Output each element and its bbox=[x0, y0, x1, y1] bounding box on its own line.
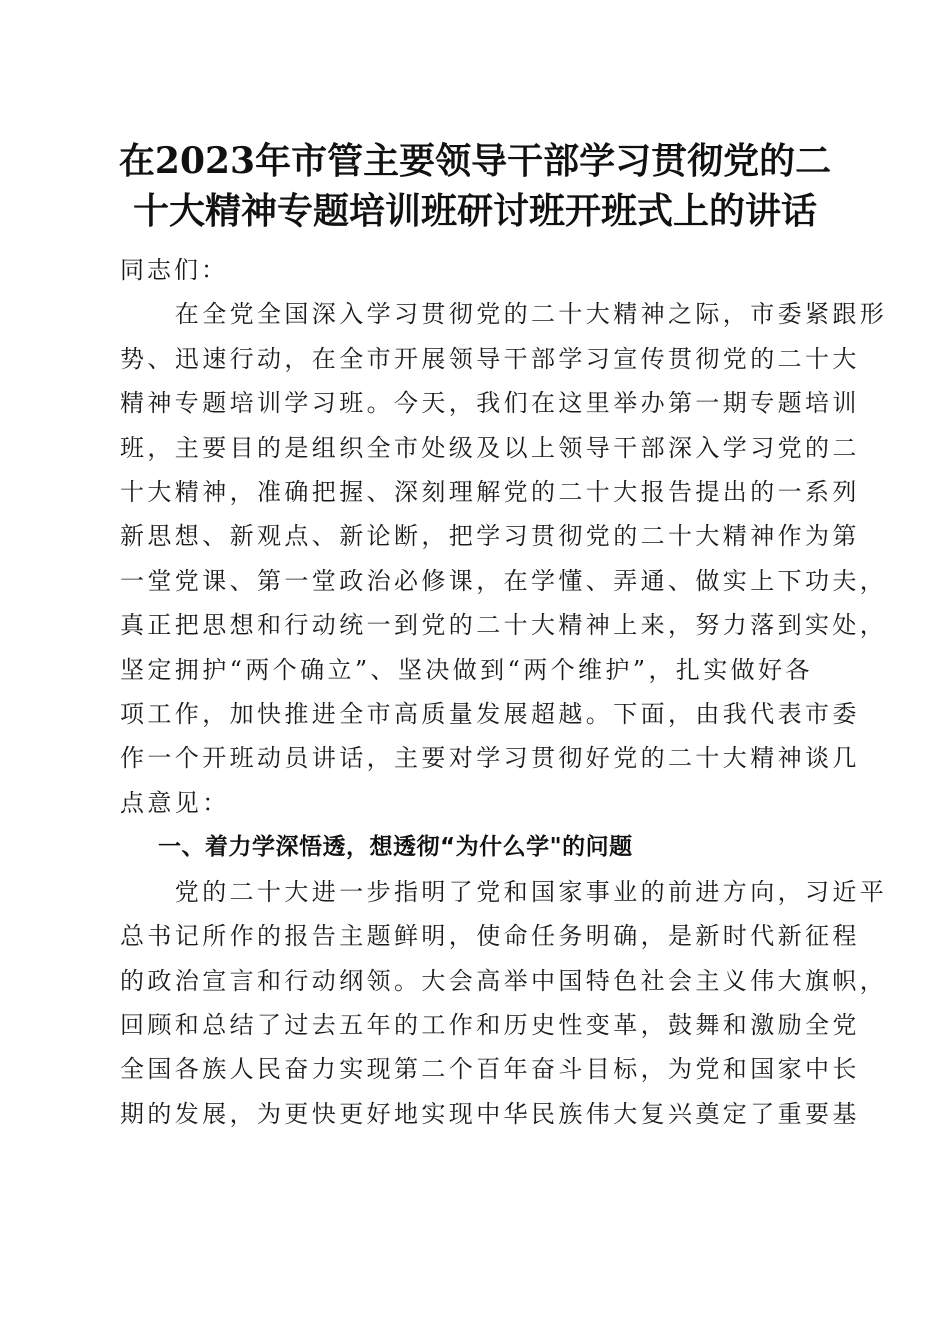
paragraph-line: 势、迅速行动，在全市开展领导干部学习宣传贯彻党的二十大 bbox=[120, 344, 860, 373]
paragraph-line: 精神专题培训学习班。今天，我们在这里举办第一期专题培训 bbox=[120, 389, 860, 418]
paragraph-line: 党的二十大进一步指明了党和国家事业的前进方向，习近平 bbox=[120, 877, 888, 906]
paragraph-line: 回顾和总结了过去五年的工作和历史性变革，鼓舞和激励全党 bbox=[120, 1010, 860, 1039]
paragraph-intro bbox=[120, 292, 888, 825]
paragraph-line: 真正把思想和行动统一到党的二十大精神上来，努力落到实处， bbox=[120, 611, 888, 640]
paragraph-line: 在全党全国深入学习贯彻党的二十大精神之际，市委紧跟形 bbox=[120, 300, 888, 329]
title-line-2: 十大精神专题培训班研讨班开班式上的讲话 bbox=[132, 190, 817, 232]
paragraph-line: 班，主要目的是组织全市处级及以上领导干部深入学习党的二 bbox=[120, 433, 860, 462]
paragraph-line: 期的发展，为更快更好地实现中华民族伟大复兴奠定了重要基 bbox=[120, 1099, 860, 1128]
paragraph-line: 新思想、新观点、新论断，把学习贯彻党的二十大精神作为第 bbox=[120, 522, 860, 551]
paragraph-line: 坚定拥护“两个确立”、坚决做到“两个维护”，扎实做好各 bbox=[120, 655, 813, 684]
paragraph-line: 作一个开班动员讲话，主要对学习贯彻好党的二十大精神谈几 bbox=[120, 744, 860, 773]
paragraph-line: 项工作，加快推进全市高质量发展超越。下面，由我代表市委 bbox=[120, 700, 860, 729]
paragraph-line: 全国各族人民奋力实现第二个百年奋斗目标，为党和国家中长 bbox=[120, 1055, 860, 1084]
paragraph-line: 点意见： bbox=[120, 788, 230, 817]
document-title bbox=[110, 136, 840, 236]
paragraph-line: 十大精神，准确把握、深刻理解党的二十大报告提出的一系列 bbox=[120, 478, 860, 507]
paragraph-section-1 bbox=[120, 870, 888, 1136]
paragraph-line: 的政治宣言和行动纲领。大会高举中国特色社会主义伟大旗帜， bbox=[120, 966, 888, 995]
section-heading-1: 一、着力学深悟透，想透彻“为什么学"的问题 bbox=[158, 834, 633, 861]
document-body bbox=[120, 248, 888, 1136]
paragraph-line: 总书记所作的报告主题鲜明，使命任务明确，是新时代新征程 bbox=[120, 922, 860, 951]
title-line-1: 在2023年市管主要领导干部学习贯彻党的二 bbox=[118, 140, 832, 182]
salutation: 同志们： bbox=[120, 256, 228, 284]
paragraph-line: 一堂党课、第一堂政治必修课，在学懂、弄通、做实上下功夫， bbox=[120, 566, 888, 595]
